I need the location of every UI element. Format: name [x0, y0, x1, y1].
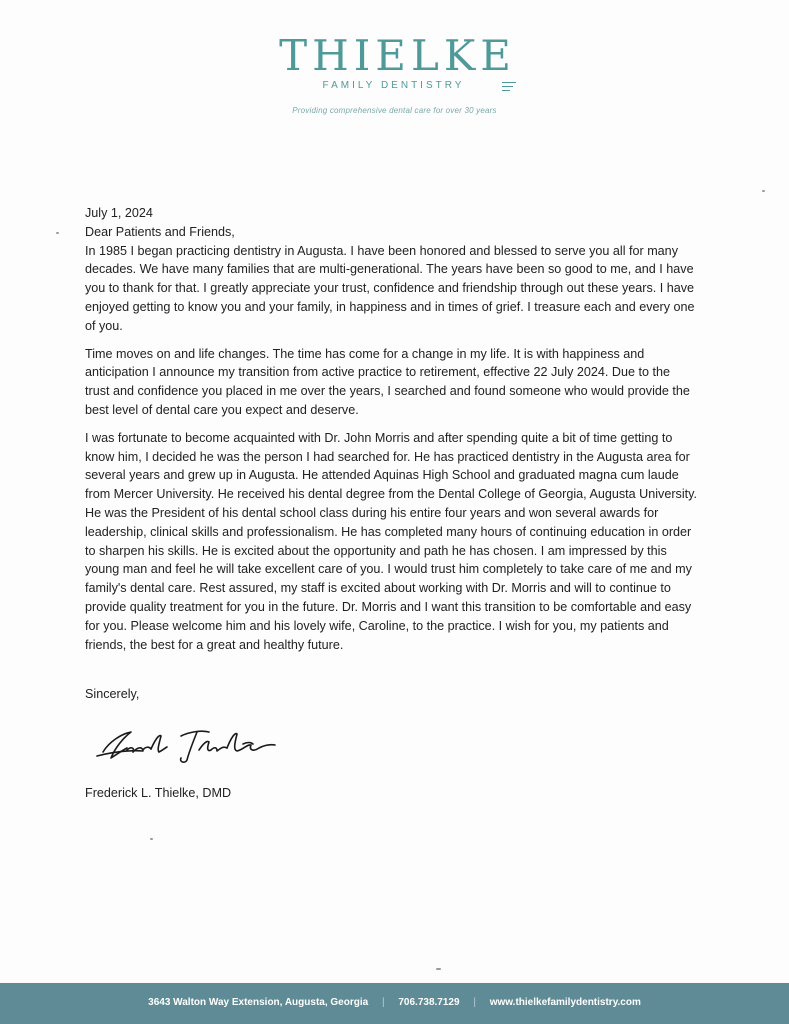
footer-website[interactable]: www.thielkefamilydentistry.com — [489, 997, 641, 1008]
footer-contact — [0, 997, 789, 1008]
paragraph-successor: I was fortunate to become acquainted with Dr. John Morris and after spending quite a bit of time getting to know him, I decided he was the person I had searched for. He has practiced dentistry in the Augusta area for several years and grew up in Augusta. He attended Aquinas High School and graduated magna cum laude from Mercer University. He received his dental degree from the Dental College of Georgia, Augusta University. He was the President of his dental school class during his entire four years and won several awards for leadership, clinical skills and professionalism. He has completed many hours of continuing education in order to sharpen his skills. He is excited about the opportunity and path he has chosen. I am impressed by this young man and feel he will take excellent care of you. I would trust him completely to take care of me and my family's dental care. Rest assured, my staff is excited about working with Dr. Morris and will to continue to provide quality treatment for you in the future. Dr. Morris and I want this transition to be comfortable and easy for you. Please welcome him and his lovely wife, Caroline, to the practice. I wish for you, my patients and friends, the best for a great and healthy future. — [85, 430, 698, 652]
paragraph-retirement: Time moves on and life changes. The time has come for a change in my life. It is with happiness and anticipation I announce my transition from active practice to retirement, effective 22 July 2024. Due to the trust and confidence you placed in me over the years, I searched and found someone who would provide the best level of dental care you expect and deserve. — [85, 346, 690, 417]
scan-speck — [56, 232, 59, 234]
signer-name: Frederick L. Thielke, DMD — [85, 786, 232, 801]
footer-phone: 706.738.7129 — [398, 997, 460, 1008]
footer-bar — [0, 983, 789, 1024]
letterhead — [0, 30, 789, 109]
logo-subtitle: FAMILY DENTISTRY — [322, 80, 465, 91]
footer-address: 3643 Walton Way Extension, Augusta, Georgia — [148, 997, 369, 1008]
closing: Sincerely, — [85, 687, 140, 702]
logo-lines-icon — [502, 82, 516, 94]
practice-logo — [278, 30, 518, 104]
handwritten-signature — [93, 720, 283, 770]
scan-speck — [150, 838, 153, 840]
paragraph-intro: In 1985 I began practicing dentistry in Augusta. I have been honored and blessed to serve you all for many decades. We have many families that are multi-generational. The years have been so good to me, and I have you to thank for that. I greatly appreciate your trust, confidence and friendship through out these years. I have enjoyed getting to know you and your family, in happiness and in times of grief. I treasure each and every one of you. — [85, 243, 695, 333]
letter-date: July 1, 2024 — [85, 206, 153, 220]
logo-name: THIELKE — [279, 31, 516, 80]
footer-separator: | — [473, 997, 476, 1008]
tagline: Providing comprehensive dental care for over 30 years — [292, 106, 497, 115]
salutation: Dear Patients and Friends, — [85, 224, 235, 239]
letter-body — [85, 204, 697, 803]
scan-speck — [436, 968, 441, 970]
footer-separator: | — [381, 997, 385, 1008]
scan-speck — [762, 190, 765, 192]
